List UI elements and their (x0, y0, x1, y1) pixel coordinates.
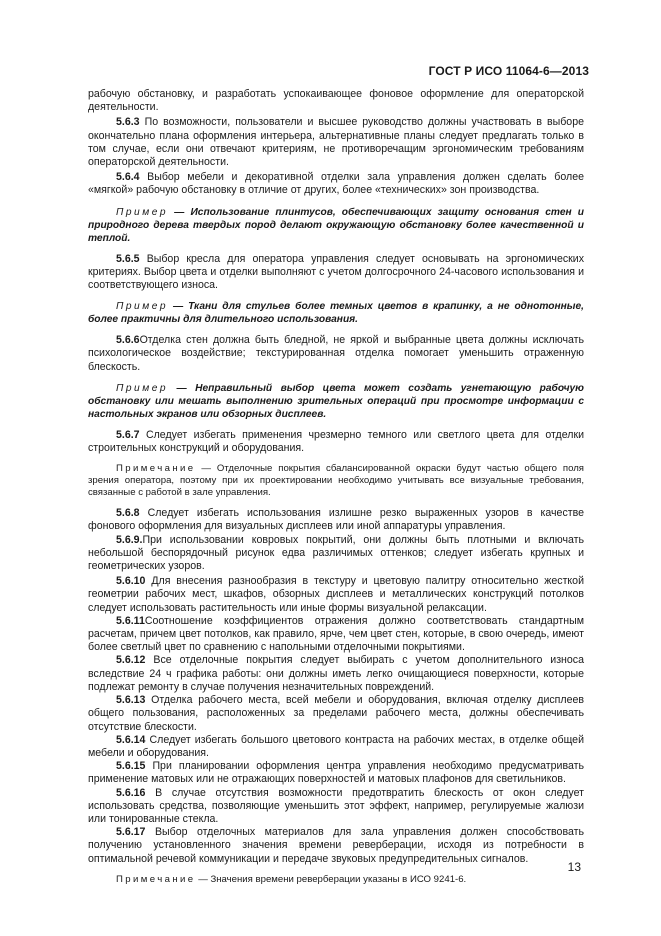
standard-header: ГОСТ Р ИСО 11064-6—2013 (428, 64, 589, 78)
clause-5-6-7 (88, 429, 584, 455)
example-label: Пример (116, 382, 169, 394)
clause-text: Для внесения разнообразия в текстуру и цветовую палитру относительно жесткой геометрии рабочих мест, шкафов, обзорных дисплеев и металлических конструкций потолков следует использовать растительность или иные формы визуальной релаксации. (88, 575, 584, 614)
clause-5-6-13 (88, 694, 584, 734)
clause-5-6-6 (88, 334, 584, 374)
clause-text: Выбор кресла для оператора управления следует основывать на эргономических критериях. Выбор цвета и отделки выполняют с учетом долгосрочного 24-часового использования и соответствующего износа. (88, 252, 584, 292)
clause-number: 5.6.6 (116, 334, 140, 347)
clause-number: 5.6.5 (116, 252, 140, 265)
clause-5-6-9 (88, 534, 584, 574)
note-text: — Отделочные покрытия сбалансированной окраски будут частью общего поля зрения оператора, поэтому при их проектировании необходимо учитывать все визуальные требования, связанные с работой в зале управления. (88, 463, 584, 499)
clause-number: 5.6.9. (116, 533, 143, 546)
clause-text: При использовании ковровых покрытий, они должны быть плотными и включать небольшой беспорядочный рисунок едва различимых оттенков; следует избегать крупных и геометрических узоров. (88, 533, 584, 573)
clause-number: 5.6.14 (116, 733, 146, 746)
clause-text: Соотношение коэффициентов отражения должно соответствовать стандартным расчетам, причем цвет потолков, как правило, ярче, чем цвет стен, которые, в свою очередь, имеют более светлый цвет по сравнению с напольными отделочными покрытиями. (88, 614, 584, 654)
clause-number: 5.6.12 (116, 654, 146, 667)
example-3 (88, 382, 584, 421)
clause-number: 5.6.3 (116, 116, 140, 129)
clause-number: 5.6.15 (116, 760, 146, 773)
clause-5-6-16 (88, 787, 584, 827)
clause-text: Все отделочные покрытия следует выбирать с учетом дополнительного износа вследствие 24 ч графика работы: они должны иметь легко очищающиеся поверхности, которые подлежат ремонту в случае получения незначительных повреждений. (88, 654, 584, 693)
clause-5-6-3 (88, 116, 584, 169)
clause-5-6-5 (88, 253, 584, 293)
example-text: — Неправильный выбор цвета может создать угнетающую рабочую обстановку или мешать выполнению зрительных операций при просмотре информации с настольных экранов или обзорных дисплеев. (88, 382, 584, 420)
example-label: Пример (116, 301, 169, 313)
note-label: Примечание (116, 873, 196, 885)
clause-5-6-8 (88, 507, 584, 533)
clause-number: 5.6.13 (116, 694, 146, 707)
example-2 (88, 300, 584, 326)
note-2 (88, 874, 584, 886)
clause-number: 5.6.7 (116, 428, 140, 441)
clause-text: Отделка стен должна быть бледной, не яркой и выбранные цвета должны исключать психологическое воздействие; текстурированная отделка помогает уменьшить отраженную блескость. (88, 334, 584, 373)
clause-5-6-10 (88, 575, 584, 615)
note-1 (88, 463, 584, 499)
example-text: — Ткани для стульев более темных цветов в крапинку, а не однотонные, более практичны для длительного использования. (88, 301, 584, 326)
clause-number: 5.6.16 (116, 786, 146, 799)
clause-number: 5.6.10 (116, 575, 146, 588)
note-text: — Значения времени реверберации указаны в ИСО 9241-6. (198, 873, 467, 885)
clause-5-6-11 (88, 615, 584, 655)
note-label: Примечание (116, 463, 196, 475)
clause-text: Отделка рабочего места, всей мебели и оборудования, включая отделку дисплеев общего пользования, расположенных за пределами рабочего места, должны обеспечивать отсутствие блескости. (88, 694, 584, 733)
clause-text: Следует избегать применения чрезмерно темного или светлого цвета для отделки строительных конструкций и оборудования. (88, 428, 584, 455)
clause-number: 5.6.8 (116, 507, 140, 520)
clause-5-6-17 (88, 826, 584, 866)
clause-text: Выбор отделочных материалов для зала управления должен способствовать получению установленного значения времени реверберации, исходя из потребности в оптимальной речевой коммуникации и передаче звуковых предупредительных сигналов. (88, 826, 584, 865)
clause-5-6-15 (88, 760, 584, 786)
clause-text: Выбор мебели и декоративной отделки зала управления должен сделать более «мягкой» рабочую обстановку в отличие от других, более «технических» зон производства. (88, 171, 584, 197)
clause-5-6-14 (88, 734, 584, 760)
clause-number: 5.6.11 (116, 614, 145, 627)
clause-number: 5.6.17 (116, 826, 146, 839)
clause-number: 5.6.4 (116, 171, 140, 184)
clause-text: Следует избегать большого цветового контраста на рабочих местах, в отделке общей мебели и оборудования. (88, 733, 584, 759)
clause-5-6-4 (88, 171, 584, 197)
document-body (88, 88, 584, 886)
clause-text: При планировании оформления центра управления необходимо предусматривать применение матовых или не отражающих поверхностей и матовых плафонов для светильников. (88, 760, 584, 786)
paragraph-continuation: рабочую обстановку, и разработать успокаивающее фоновое оформление для операторской деятельности. (88, 88, 584, 114)
example-label: Пример (116, 206, 169, 218)
clause-text: По возможности, пользователи и высшее руководство должны участвовать в выборе окончательно плана оформления интерьера, альтернативные планы следует предлагать только в том случае, если они отвечают критериям, не противоречащим эргономическим требованиям операторской деятельности. (88, 116, 584, 169)
page-number: 13 (567, 860, 581, 874)
clause-text: В случае отсутствия возможности предотвратить блескость от окон следует использовать средства, позволяющие уменьшить этот эффект, например, регулируемые жалюзи или тонированные стекла. (88, 786, 584, 825)
clause-text: Следует избегать использования излишне резко выраженных узоров в качестве фонового оформления для визуальных дисплеев или иной аппаратуры управления. (88, 507, 584, 533)
example-1 (88, 206, 584, 245)
example-text: — Использование плинтусов, обеспечивающих защиту основания стен и природного дерева твердых пород делают окружающую обстановку более качественной и теплой. (88, 206, 584, 244)
clause-5-6-12 (88, 654, 584, 694)
